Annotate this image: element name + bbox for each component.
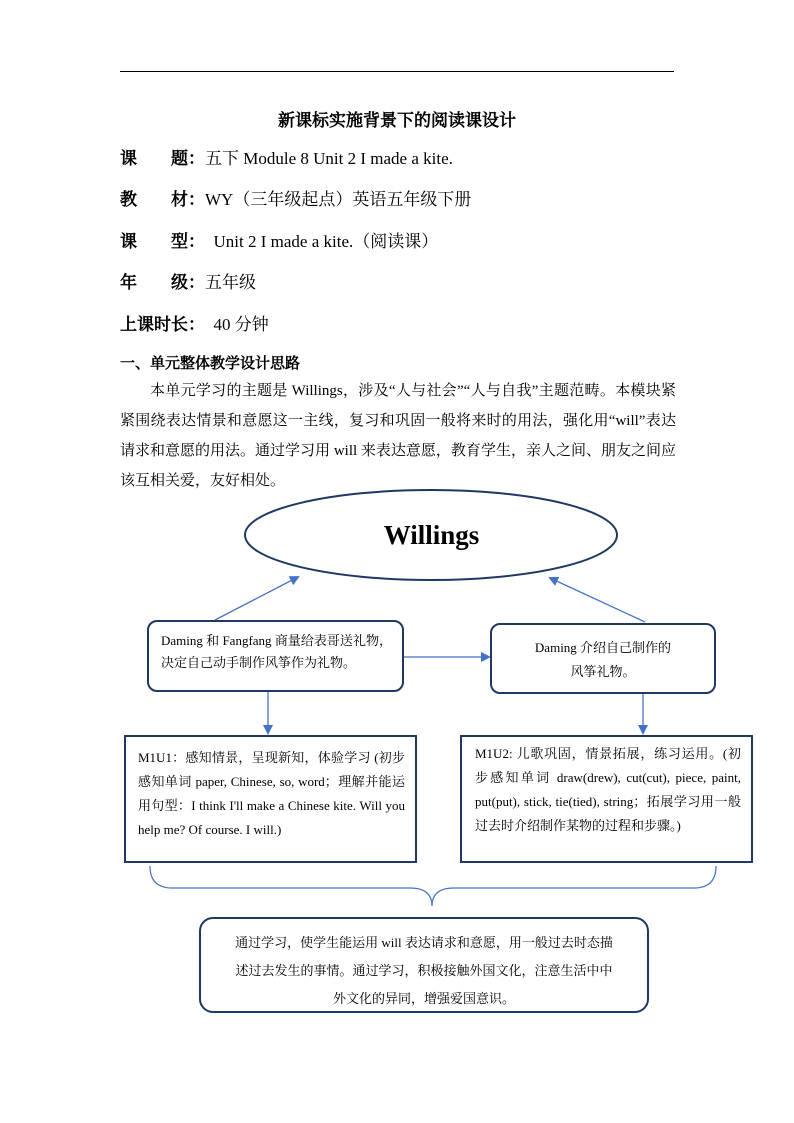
m1u1-box [124,735,417,863]
field-grade-label: 年 级： [120,273,205,293]
summary-line1: 通过学习，使学生能运用 will 表达请求和意愿，用一般过去时态描 [235,935,613,950]
field-lesson-type-value: Unit 2 I made a kite.（阅读课） [205,232,439,251]
field-duration-label: 上课时长： [120,315,205,335]
willings-label: Willings [383,520,480,550]
arrow-left-up [215,577,298,620]
left-story-text: Daming 和 Fangfang 商量给表哥送礼物，决定自己动手制作风筝作为礼物。 [161,633,392,670]
summary-line3: 外文化的异同，增强爱国意识。 [332,991,515,1006]
field-lesson-type-label: 课 型： [120,232,205,252]
field-topic-value: 五下 Module 8 Unit 2 I made a kite. [205,149,453,168]
field-textbook-value: WY（三年级起点）英语五年级下册 [205,190,472,209]
field-grade-value: 五年级 [205,273,256,292]
document-title: 新课标实施背景下的阅读课设计 [278,111,516,131]
right-story-box [490,623,716,694]
field-topic-label: 课 题： [120,149,205,169]
m1u2-box [460,735,753,863]
left-story-box [147,620,404,692]
m1u1-text: M1U1：感知情景，呈现新知，体验学习 (初步感知单词 paper, Chinese, so, word；理解并能运用句型：I think I'll make a Chinese kite. Will you help me? Of course. I will.) [138,750,405,837]
summary-line2: 述过去发生的事情。通过学习，积极接触外国文化，注意生活中中 [235,963,613,978]
curly-brace [150,866,716,906]
field-duration-value: 40 分钟 [205,315,269,334]
m1u2-text: M1U2: 儿歌巩固，情景拓展，练习运用。(初步感知单词 draw(drew), cut(cut), piece, paint, put(put), stick, tie(tied), string；拓展学习用一般过去时介绍制作某物的过程和步骤。) [475,746,741,833]
arrow-right-up [550,578,645,622]
field-textbook-label: 教 材： [120,190,205,210]
section-heading: 一、单元整体教学设计思路 [120,354,301,372]
right-story-line1: Daming 介绍自己制作的 [534,640,672,655]
intro-paragraph-text: 本单元学习的主题是 Willings，涉及“人与社会”“人与自我”主题范畴。本模块紧紧围绕表达情景和意愿这一主线，复习和巩固一般将来时的用法，强化用“will”表达请求和意愿的用法。通过学习用 will 来表达意愿，教育学生，亲人之间、朋友之间应该互相关爱，友好相处。 [120,383,676,489]
right-story-line2: 风筝礼物。 [570,664,636,679]
summary-box [199,917,649,1013]
